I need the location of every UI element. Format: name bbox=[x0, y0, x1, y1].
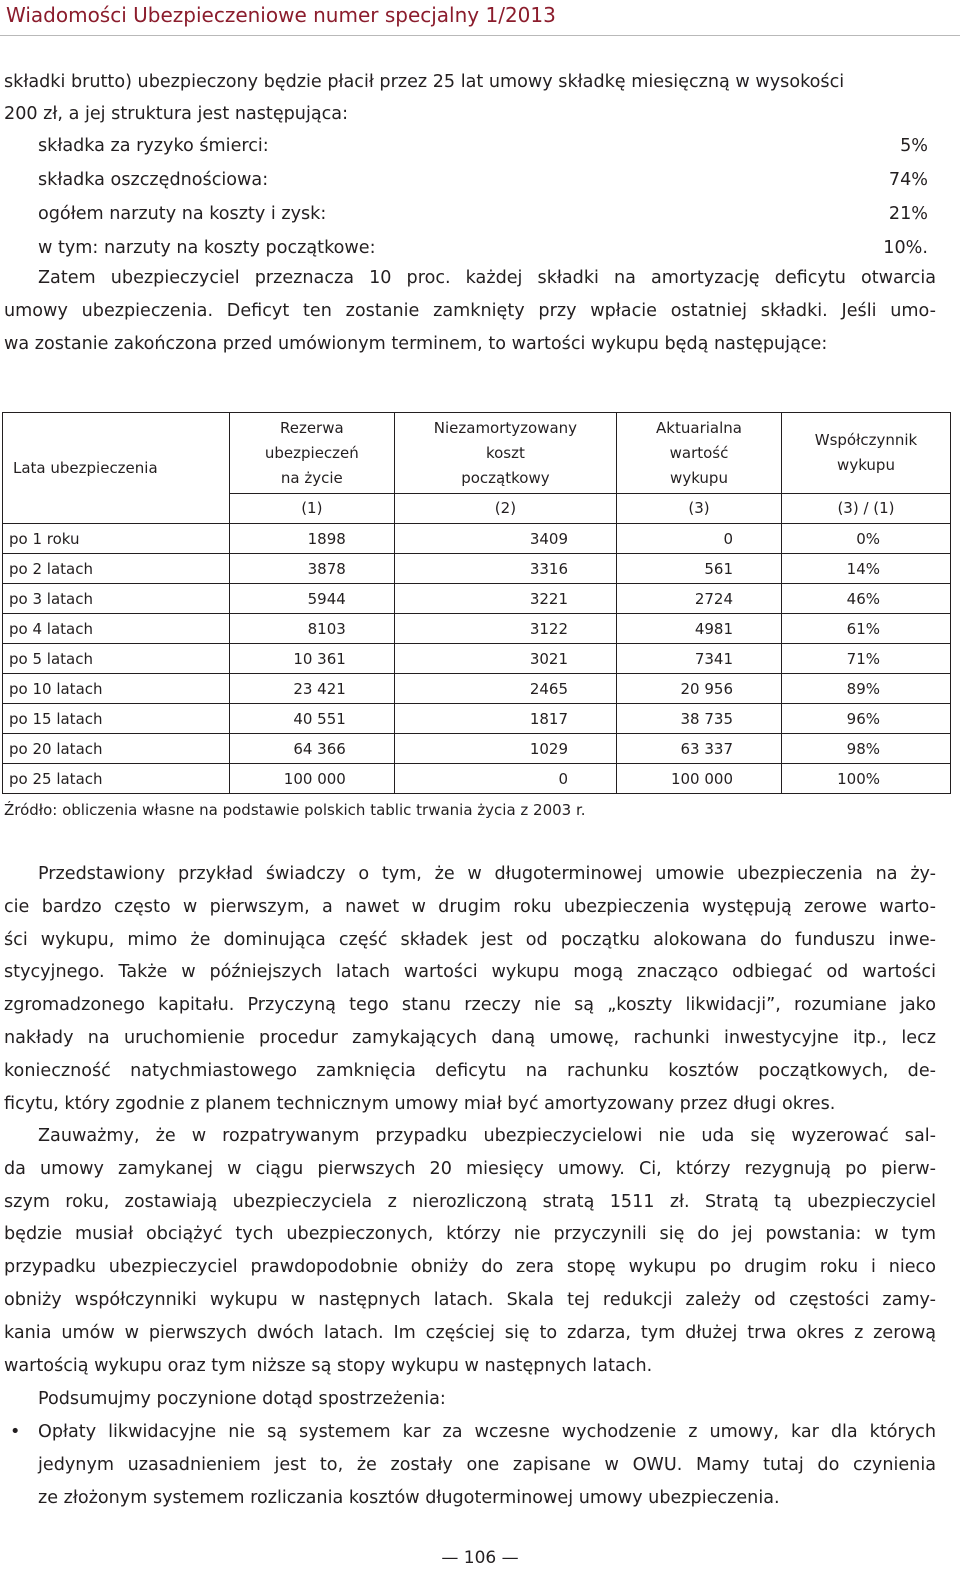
surrender-value-table bbox=[2, 412, 951, 794]
cell-ratio: 100% bbox=[782, 764, 951, 794]
col-header-surrender-ratio: Współczynnik wykupu bbox=[782, 413, 951, 494]
cell-ratio: 0% bbox=[782, 524, 951, 554]
text-line: ści wykupu, mimo że dominująca część składek jest od początku alokowana do funduszu inwe- bbox=[4, 929, 936, 950]
structure-value: 21% bbox=[888, 204, 928, 224]
cell-reserve: 1898 bbox=[229, 524, 394, 554]
table-row bbox=[3, 584, 951, 614]
page-header bbox=[0, 0, 960, 36]
col-header-actuarial-value: Aktuarialna wartość wykupu bbox=[617, 413, 782, 494]
structure-value: 5% bbox=[900, 136, 928, 156]
structure-item bbox=[38, 130, 928, 162]
text-line: Podsumujmy poczynione dotąd spostrzeżenia: bbox=[38, 1389, 446, 1409]
text-line: cie bardzo często w pierwszym, a nawet w drugim roku ubezpieczenia występują zerowe warto- bbox=[4, 896, 936, 917]
cell-reserve: 40 551 bbox=[229, 704, 394, 734]
paragraph-1 bbox=[4, 858, 936, 1120]
structure-value: 74% bbox=[888, 170, 928, 190]
text-line: ze złożonym systemem rozliczania kosztów długoterminowej umowy ubezpieczenia. bbox=[38, 1487, 780, 1508]
cell-cost: 3316 bbox=[394, 554, 616, 584]
cell-reserve: 10 361 bbox=[229, 644, 394, 674]
table-row bbox=[3, 734, 951, 764]
intro-line-1: składki brutto) ubezpieczony będzie płacił przez 25 lat umowy składkę miesięczną w wysokości bbox=[4, 72, 845, 92]
text-line: konieczność natychmiastowego zamknięcia deficytu na rachunku kosztów początkowych, de- bbox=[4, 1060, 936, 1081]
subheader-3: (3) bbox=[617, 494, 782, 524]
cell-period: po 3 latach bbox=[3, 584, 230, 614]
cell-ratio: 89% bbox=[782, 674, 951, 704]
table-row bbox=[3, 644, 951, 674]
journal-title: Wiadomości Ubezpieczeniowe numer specjalny 1/2013 bbox=[6, 3, 556, 27]
cell-period: po 20 latach bbox=[3, 734, 230, 764]
cell-value: 38 735 bbox=[617, 704, 782, 734]
cell-value: 7341 bbox=[617, 644, 782, 674]
bullet-icon: • bbox=[10, 1422, 21, 1442]
summary-lead bbox=[4, 1383, 936, 1416]
subheader-ratio: (3) / (1) bbox=[782, 494, 951, 524]
cell-period: po 5 latach bbox=[3, 644, 230, 674]
cell-cost: 1029 bbox=[394, 734, 616, 764]
cell-period: po 4 latach bbox=[3, 614, 230, 644]
text-line: Zauważmy, że w rozpatrywanym przypadku ubezpieczycielowi nie uda się wyzerować sal- bbox=[38, 1126, 936, 1146]
page-number: — 106 — bbox=[441, 1548, 519, 1568]
structure-label: składka oszczędnościowa: bbox=[38, 170, 269, 190]
intro-line-2: 200 zł, a jej struktura jest następująca: bbox=[4, 104, 349, 124]
text-line: obniży współczynniki wykupu w następnych latach. Skala tej redukcji zależy od częstości zamy- bbox=[4, 1289, 936, 1310]
text-line: umowy ubezpieczenia. Deficyt ten zostanie zamknięty przy wpłacie ostatniej składki. Jeśli umo- bbox=[4, 300, 936, 321]
cell-period: po 25 latach bbox=[3, 764, 230, 794]
table-row bbox=[3, 554, 951, 584]
text-line: będzie musiał obciążyć tych ubezpieczonych, którzy nie przyczynili się do jej powstania: w tym bbox=[4, 1224, 936, 1245]
subheader-1: (1) bbox=[229, 494, 394, 524]
text-line: wa zostanie zakończona przed umówionym terminem, to wartości wykupu będą następujące: bbox=[4, 333, 828, 354]
table-row bbox=[3, 764, 951, 794]
structure-label: ogółem narzuty na koszty i zysk: bbox=[38, 204, 327, 224]
cell-value: 2724 bbox=[617, 584, 782, 614]
structure-item bbox=[38, 198, 928, 230]
cell-ratio: 61% bbox=[782, 614, 951, 644]
cell-value: 561 bbox=[617, 554, 782, 584]
cell-period: po 15 latach bbox=[3, 704, 230, 734]
text-line: przypadku ubezpieczyciel prawdopodobnie obniży do zera stopę wykupu po drugim roku i nieco bbox=[4, 1257, 936, 1278]
text-line: nakłady na uruchomienie procedur zamykających daną umowę, rachunki inwestycyjne itp., lecz bbox=[4, 1027, 936, 1048]
table-source-note: Źródło: obliczenia własne na podstawie polskich tablic trwania życia z 2003 r. bbox=[4, 801, 586, 819]
cell-value: 20 956 bbox=[617, 674, 782, 704]
text-line: jedynym uzasadnieniem jest to, że zostały one zapisane w OWU. Mamy tutaj do czynienia bbox=[38, 1454, 936, 1475]
after-structure-paragraph bbox=[4, 262, 936, 360]
cell-cost: 3122 bbox=[394, 614, 616, 644]
cell-value: 100 000 bbox=[617, 764, 782, 794]
text-line: Zatem ubezpieczyciel przeznacza 10 proc. każdej składki na amortyzację deficytu otwarcia bbox=[38, 268, 936, 288]
table-row bbox=[3, 674, 951, 704]
col-header-years: Lata ubezpieczenia bbox=[3, 413, 230, 524]
cell-reserve: 23 421 bbox=[229, 674, 394, 704]
text-line: da umowy zamykanej w ciągu pierwszych 20 miesięcy umowy. Ci, którzy rezygnują po pierw- bbox=[4, 1158, 936, 1179]
text-line: zgromadzonego kapitału. Przyczyną tego stanu rzeczy nie są „koszty likwidacji”, rozumiane jako bbox=[4, 995, 936, 1016]
cell-period: po 2 latach bbox=[3, 554, 230, 584]
structure-label: w tym: narzuty na koszty początkowe: bbox=[38, 238, 376, 258]
text-line: Przedstawiony przykład świadczy o tym, że w długoterminowej umowie ubezpieczenia na ży- bbox=[38, 864, 936, 884]
cell-value: 0 bbox=[617, 524, 782, 554]
cell-ratio: 98% bbox=[782, 734, 951, 764]
bullet-item bbox=[38, 1416, 936, 1514]
table-row bbox=[3, 524, 951, 554]
text-line: szym roku, zostawiają ubezpieczyciela z nierozliczoną stratą 1511 zł. Stratą tą ubezpieczyciel bbox=[4, 1191, 936, 1212]
text-line: kania umów w pierwszych dwóch latach. Im częściej się to zdarza, tym dłużej trwa okres z zerową bbox=[4, 1322, 936, 1343]
cell-ratio: 96% bbox=[782, 704, 951, 734]
structure-item bbox=[38, 164, 928, 196]
structure-item bbox=[38, 232, 928, 264]
cell-reserve: 64 366 bbox=[229, 734, 394, 764]
text-line: wartością wykupu oraz tym niższe są stopy wykupu w następnych latach. bbox=[4, 1355, 653, 1376]
text-line: stycyjnego. Także w późniejszych latach wartości wykupu mogą znacząco odbiegać od wartości bbox=[4, 962, 936, 983]
col-header-unamortized-cost: Niezamortyzowany koszt początkowy bbox=[394, 413, 616, 494]
cell-cost: 0 bbox=[394, 764, 616, 794]
cell-cost: 3221 bbox=[394, 584, 616, 614]
cell-cost: 3409 bbox=[394, 524, 616, 554]
cell-value: 4981 bbox=[617, 614, 782, 644]
paragraph-2 bbox=[4, 1120, 936, 1382]
subheader-2: (2) bbox=[394, 494, 616, 524]
header-rule bbox=[0, 35, 960, 36]
cell-ratio: 46% bbox=[782, 584, 951, 614]
cell-reserve: 3878 bbox=[229, 554, 394, 584]
cell-cost: 2465 bbox=[394, 674, 616, 704]
cell-reserve: 8103 bbox=[229, 614, 394, 644]
table-row bbox=[3, 704, 951, 734]
text-line: Opłaty likwidacyjne nie są systemem kar za wczesne wychodzenie z umowy, kar dla których bbox=[38, 1422, 936, 1442]
col-header-reserve: Rezerwa ubezpieczeń na życie bbox=[229, 413, 394, 494]
text-line: ficytu, który zgodnie z planem technicznym umowy miał być amortyzowany przez długi okres. bbox=[4, 1093, 836, 1114]
cell-cost: 3021 bbox=[394, 644, 616, 674]
cell-reserve: 100 000 bbox=[229, 764, 394, 794]
cell-cost: 1817 bbox=[394, 704, 616, 734]
structure-label: składka za ryzyko śmierci: bbox=[38, 136, 269, 156]
cell-value: 63 337 bbox=[617, 734, 782, 764]
cell-reserve: 5944 bbox=[229, 584, 394, 614]
cell-period: po 1 roku bbox=[3, 524, 230, 554]
structure-value: 10%. bbox=[883, 238, 928, 258]
cell-ratio: 71% bbox=[782, 644, 951, 674]
cell-period: po 10 latach bbox=[3, 674, 230, 704]
cell-ratio: 14% bbox=[782, 554, 951, 584]
table-row bbox=[3, 614, 951, 644]
